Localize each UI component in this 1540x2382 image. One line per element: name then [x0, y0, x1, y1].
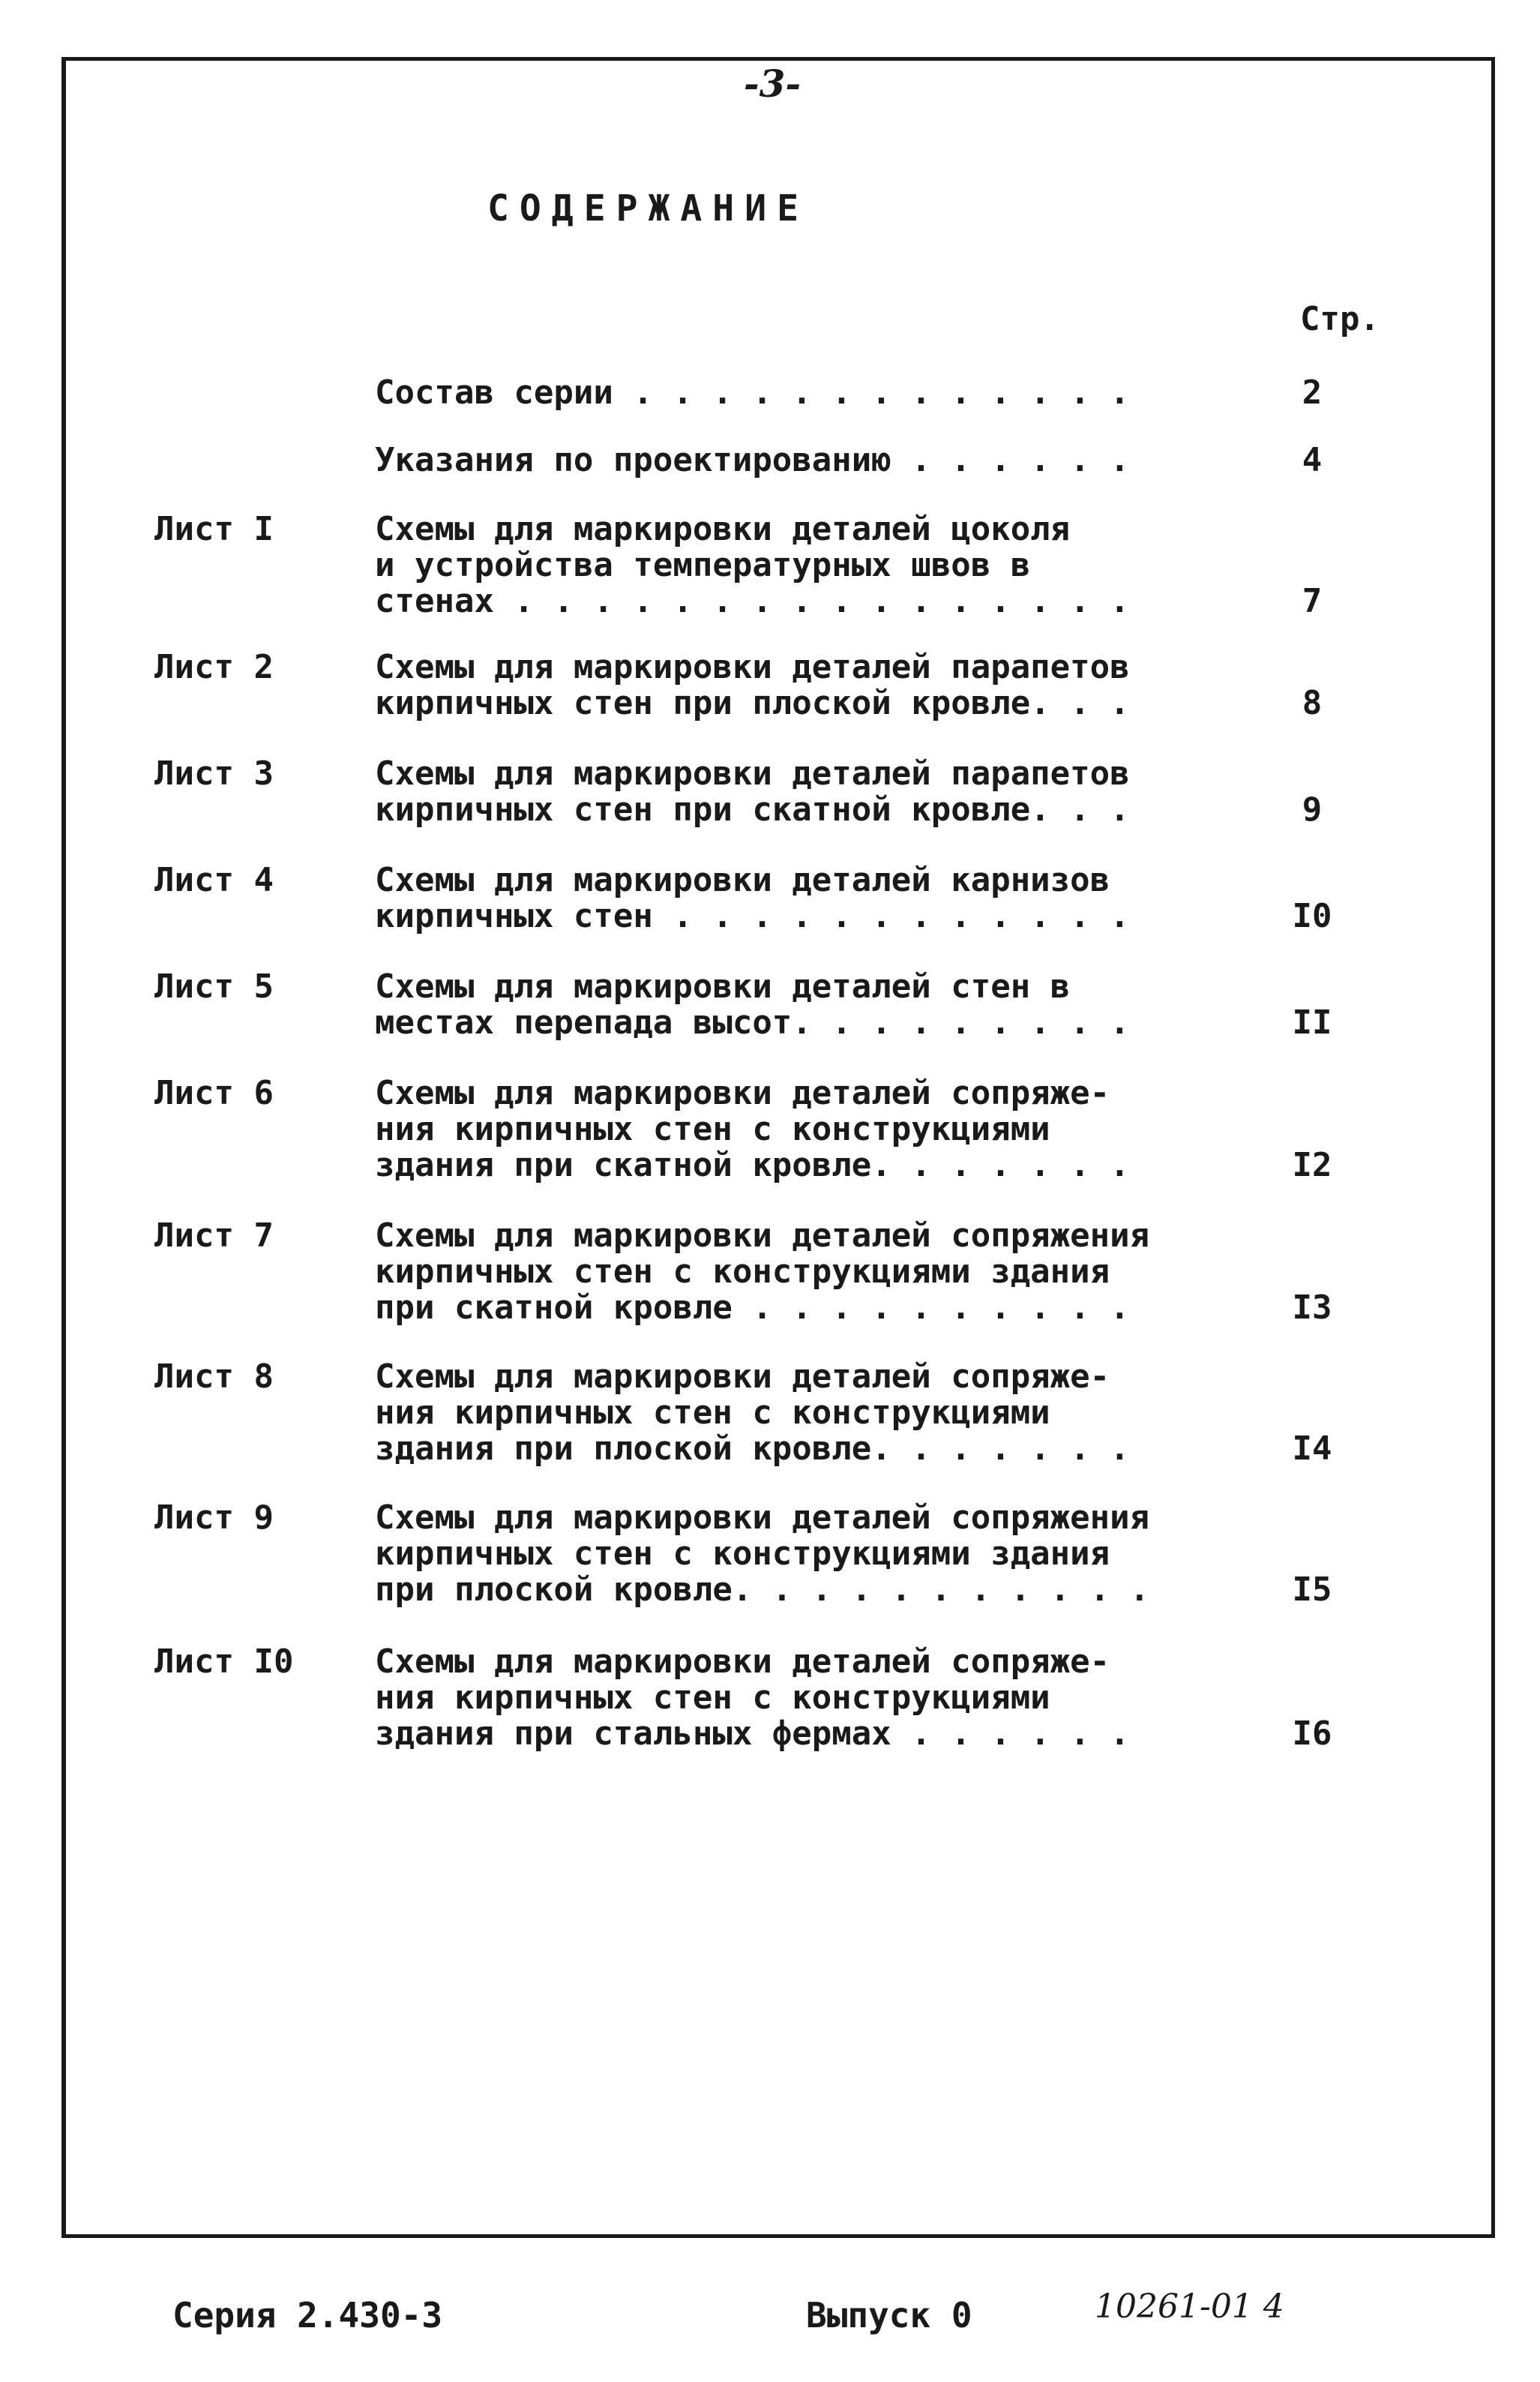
toc-description-line: при плоской кровле. . . . . . . . . . .	[375, 1570, 1150, 1609]
toc-sheet-label: Лист 8	[154, 1358, 274, 1396]
toc-page-number: 2	[1302, 374, 1323, 412]
toc-description-line: здания при стальных фермах . . . . . .	[375, 1714, 1130, 1753]
toc-description	[375, 969, 1260, 1041]
toc-sheet-label: Лист 6	[154, 1074, 274, 1112]
toc-description-line: местах перепада высот. . . . . . . . .	[375, 1004, 1130, 1042]
footer-issue: Выпуск 0	[806, 2295, 972, 2336]
toc-description-line: Схемы для маркировки деталей сопряжения	[375, 1216, 1150, 1255]
toc-description-line: Схемы для маркировки деталей парапетов	[375, 648, 1130, 686]
toc-description-line: Схемы для маркировки деталей стен в	[375, 968, 1071, 1006]
toc-description-line: Схемы для маркировки деталей сопряже-	[375, 1358, 1110, 1396]
toc-description	[375, 756, 1260, 828]
toc-description-line: кирпичных стен при плоской кровле. . .	[375, 684, 1130, 722]
footer-series: Серия 2.430-3	[172, 2295, 443, 2336]
toc-description-line: кирпичных стен с конструкциями здания	[375, 1252, 1110, 1291]
toc-page-number: I0	[1292, 897, 1332, 935]
toc-description-line: Схемы для маркировки деталей цоколя	[375, 510, 1071, 548]
toc-description-line: кирпичных стен с конструкциями здания	[375, 1534, 1110, 1573]
toc-description-line: Схемы для маркировки деталей парапетов	[375, 754, 1130, 793]
toc-description	[375, 1218, 1260, 1326]
page-column-header: Стр.	[1300, 300, 1380, 338]
toc-page-number: 9	[1302, 790, 1323, 829]
toc-page-number: I4	[1292, 1430, 1332, 1468]
toc-page-number: I5	[1292, 1570, 1332, 1609]
toc-description-line: здания при скатной кровле. . . . . . .	[375, 1146, 1130, 1184]
toc-description-line: кирпичных стен при скатной кровле. . .	[375, 790, 1130, 829]
toc-description	[375, 1076, 1260, 1184]
toc-description	[375, 650, 1260, 722]
page-title: СОДЕРЖАНИЕ	[487, 188, 809, 230]
toc-description	[375, 862, 1260, 934]
toc-sheet-label: Лист 9	[154, 1498, 274, 1537]
toc-description-line: стенах . . . . . . . . . . . . . . . .	[375, 582, 1130, 620]
toc-sheet-label: Лист I0	[154, 1642, 294, 1681]
toc-description	[375, 375, 1260, 411]
toc-description	[375, 1500, 1260, 1608]
toc-sheet-label: Лист 7	[154, 1216, 274, 1255]
toc-description-line: Схемы для маркировки деталей карнизов	[375, 861, 1110, 899]
toc-description	[375, 1359, 1260, 1467]
toc-description-line: при скатной кровле . . . . . . . . . .	[375, 1288, 1130, 1327]
toc-description-line: Схемы для маркировки деталей сопряжения	[375, 1498, 1150, 1537]
toc-description	[375, 1644, 1260, 1752]
toc-description-line: и устройства температурных швов в	[375, 546, 1031, 584]
toc-page-number: II	[1292, 1004, 1332, 1042]
toc-description-line: Указания по проектированию . . . . . .	[375, 441, 1130, 479]
toc-description-line: ния кирпичных стен с конструкциями	[375, 1110, 1050, 1148]
toc-description-line: ния кирпичных стен с конструкциями	[375, 1394, 1050, 1432]
toc-sheet-label: Лист I	[154, 510, 274, 548]
toc-sheet-label: Лист 2	[154, 648, 274, 686]
toc-sheet-label: Лист 3	[154, 754, 274, 793]
toc-description-line: здания при плоской кровле. . . . . . .	[375, 1430, 1130, 1468]
toc-description-line: Схемы для маркировки деталей сопряже-	[375, 1642, 1110, 1681]
footer-archive-code: 10261-01 4	[1095, 2288, 1284, 2326]
toc-page-number: 7	[1302, 582, 1323, 620]
toc-description	[375, 512, 1260, 620]
toc-sheet-label: Лист 4	[154, 861, 274, 899]
toc-page-number: I2	[1292, 1146, 1332, 1184]
toc-page-number: 4	[1302, 441, 1323, 479]
toc-sheet-label: Лист 5	[154, 968, 274, 1006]
toc-description-line: Состав серии . . . . . . . . . . . . .	[375, 374, 1130, 412]
toc-description-line: ния кирпичных стен с конструкциями	[375, 1678, 1050, 1717]
toc-description	[375, 442, 1260, 478]
toc-page-number: I6	[1292, 1714, 1332, 1753]
toc-description-line: Схемы для маркировки деталей сопряже-	[375, 1074, 1110, 1112]
toc-page-number: 8	[1302, 684, 1323, 722]
toc-page-number: I3	[1292, 1288, 1332, 1327]
toc-description-line: кирпичных стен . . . . . . . . . . . .	[375, 897, 1130, 935]
page-number: -3-	[743, 62, 801, 106]
